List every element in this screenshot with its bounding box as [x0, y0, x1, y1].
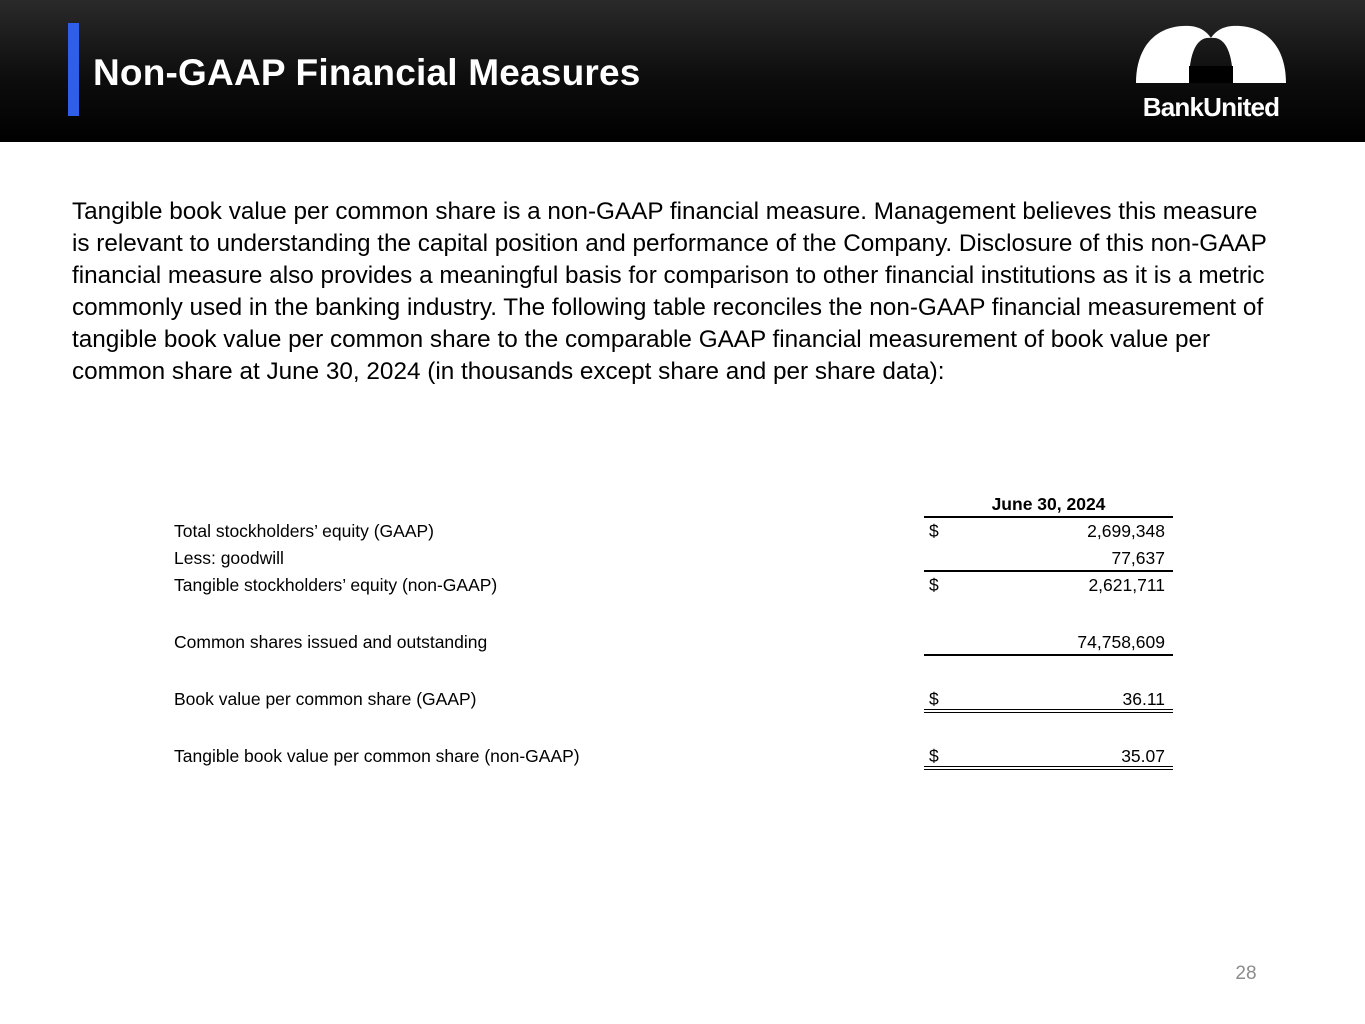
currency-symbol: $: [929, 689, 939, 709]
row-value: 2,699,348: [1087, 521, 1165, 541]
currency-symbol: $: [929, 521, 939, 541]
intro-paragraph: Tangible book value per common share is a non-GAAP financial measure. Management believes this measure is relevant to understanding the capital position and performance of the Company. Disclosure of this non-GAAP financial measure also provides a meaningful basis for comparison to other financial institutions as it is a metric commonly used in the banking industry. The following table reconciles the non-GAAP financial measurement of tangible book value per common share to the comparable GAAP financial measurement of book value per common share at June 30, 2024 (in thousands except share and per share data):: [72, 198, 1267, 385]
row-value: 35.07: [1121, 746, 1165, 766]
row-label: Tangible book value per common share (non-GAAP): [174, 746, 580, 766]
title-accent-bar: [68, 23, 79, 116]
row-value-cell: [924, 743, 1173, 770]
table-row: [174, 518, 1173, 545]
row-value-cell: [924, 686, 1173, 713]
table-row: [174, 545, 1173, 572]
row-value: 74,758,609: [1077, 632, 1165, 652]
row-label: Less: goodwill: [174, 548, 284, 568]
table-row: [174, 743, 1173, 770]
row-label: Book value per common share (GAAP): [174, 689, 477, 709]
table-row: [174, 629, 1173, 656]
column-header-date: June 30, 2024: [924, 490, 1173, 518]
bankunited-logo: [1133, 22, 1289, 122]
page-number: 28: [1235, 963, 1257, 984]
row-label: Tangible stockholders’ equity (non-GAAP): [174, 575, 498, 595]
row-value-cell: [924, 518, 1173, 545]
row-value: 77,637: [1111, 548, 1165, 568]
table-row: [174, 572, 1173, 599]
logo-wordmark: BankUnited: [1142, 92, 1280, 122]
row-value-cell: [924, 629, 1173, 656]
row-value: 2,621,711: [1088, 575, 1165, 595]
slide-header: [0, 0, 1365, 142]
logo-arch-icon: [1133, 22, 1289, 84]
row-value-cell: [924, 545, 1173, 572]
currency-symbol: $: [929, 575, 939, 595]
row-value-cell: [924, 572, 1173, 599]
row-label: Common shares issued and outstanding: [174, 632, 488, 652]
page-title: Non-GAAP Financial Measures: [93, 52, 641, 93]
currency-symbol: $: [929, 746, 939, 766]
row-label: Total stockholders’ equity (GAAP): [174, 521, 435, 541]
row-value: 36.11: [1122, 689, 1165, 709]
table-row: [174, 686, 1173, 713]
